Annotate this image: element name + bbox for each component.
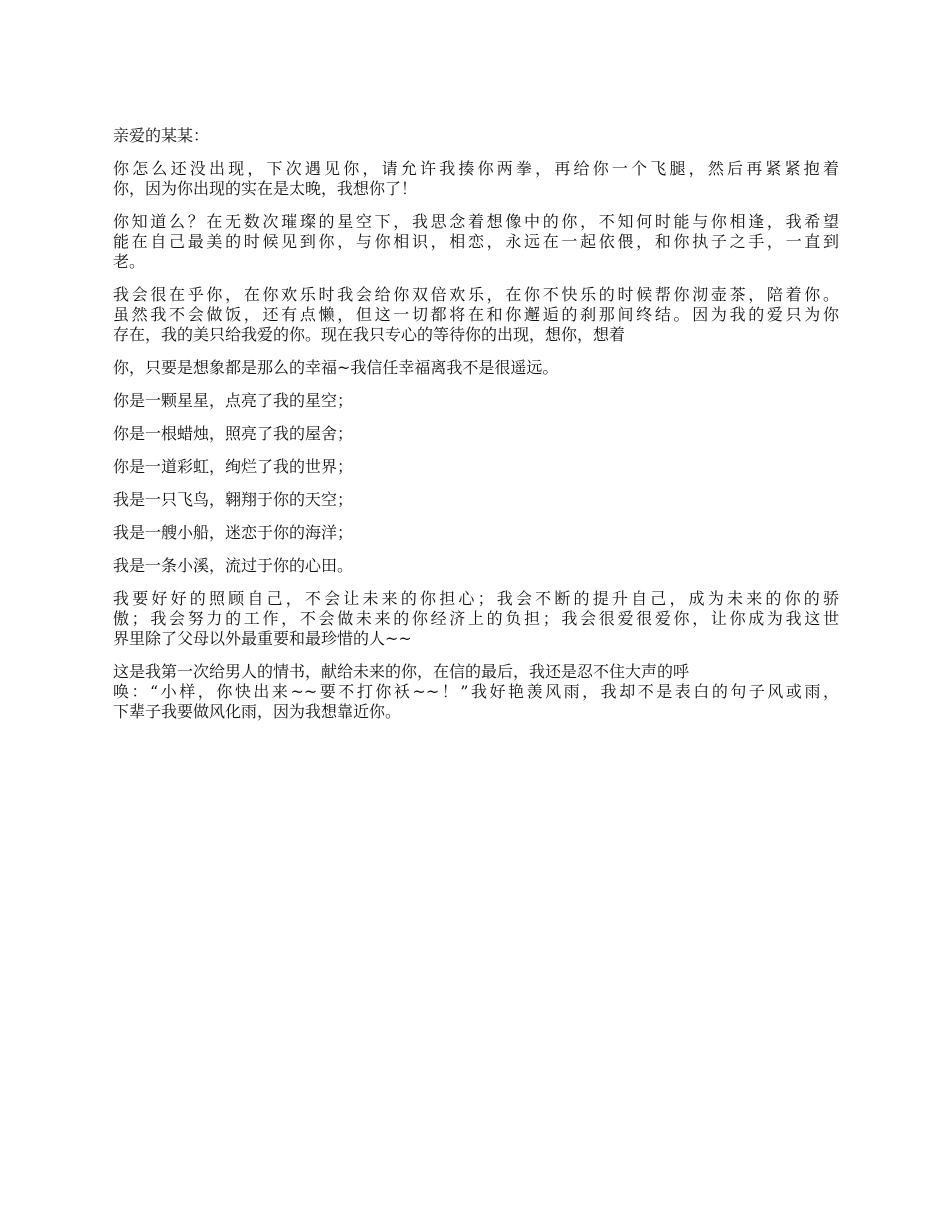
text-line: 能在自己最美的时候见到你，与你相识，相恋，永远在一起依偎，和你执子之手，一直到 (113, 232, 839, 251)
text-line: 我是一艘小船，迷恋于你的海洋； (113, 523, 354, 542)
text-line: 虽然我不会做饭，还有点懒，但这一切都将在和你邂逅的刹那间终结。因为我的爱只为你 (113, 305, 839, 324)
text-line: 傲；我会努力的工作，不会做未来的你经济上的负担；我会很爱很爱你，让你成为我这世 (113, 609, 839, 628)
text-line: 我会很在乎你，在你欢乐时我会给你双倍欢乐，在你不快乐的时候帮你沏壶茶，陪着你。 (113, 285, 839, 304)
text-line: 我是一条小溪，流过于你的心田。 (113, 556, 354, 575)
text-line: 你是一道彩虹，绚烂了我的世界； (113, 457, 354, 476)
paragraph-delayed-meeting (113, 159, 839, 199)
paragraph-closing (113, 662, 839, 722)
verse-star (113, 391, 839, 411)
text-line: 存在，我的美只给我爱的你。现在我只专心的等待你的出现，想你，想着 (113, 325, 626, 344)
verse-rainbow (113, 457, 839, 477)
text-line: 唤：“小样，你快出来~~要不打你袄~~！”我好艳羡风雨，我却不是表白的句子风或雨， (113, 682, 839, 701)
text-line: 老。 (113, 252, 146, 271)
text-line: 你，只要是想象都是那么的幸福~我信任幸福离我不是很遥远。 (113, 358, 559, 377)
text-line: 下辈子我要做风化雨，因为我想靠近你。 (113, 702, 402, 721)
paragraph-care (113, 285, 839, 345)
text-line: 你是一颗星星，点亮了我的星空； (113, 391, 354, 410)
verse-bird (113, 490, 839, 510)
salutation-text: 亲爱的某某： (113, 126, 210, 145)
text-line: 我是一只飞鸟，翱翔于你的天空； (113, 490, 354, 509)
verse-boat (113, 523, 839, 543)
paragraph-happiness (113, 358, 839, 378)
verse-candle (113, 424, 839, 444)
text-line: 你，因为你出现的实在是太晚，我想你了！ (113, 179, 418, 198)
text-line: 界里除了父母以外最重要和最珍惜的人~~ (113, 629, 412, 648)
text-line: 你怎么还没出现，下次遇见你，请允许我揍你两拳，再给你一个飞腿，然后再紧紧抱着 (113, 159, 839, 178)
verse-stream (113, 556, 839, 576)
salutation (113, 126, 839, 146)
text-line: 你知道么？在无数次璀璨的星空下，我思念着想像中的你，不知何时能与你相逢，我希望 (113, 212, 839, 231)
text-line: 我要好好的照顾自己，不会让未来的你担心；我会不断的提升自己，成为未来的你的骄 (113, 589, 839, 608)
paragraph-starry-sky (113, 212, 839, 272)
letter-document (113, 126, 839, 735)
text-line: 这是我第一次给男人的情书，献给未来的你，在信的最后，我还是忍不住大声的呼 (113, 662, 690, 681)
text-line: 你是一根蜡烛，照亮了我的屋舍； (113, 424, 354, 443)
paragraph-self-care (113, 589, 839, 649)
